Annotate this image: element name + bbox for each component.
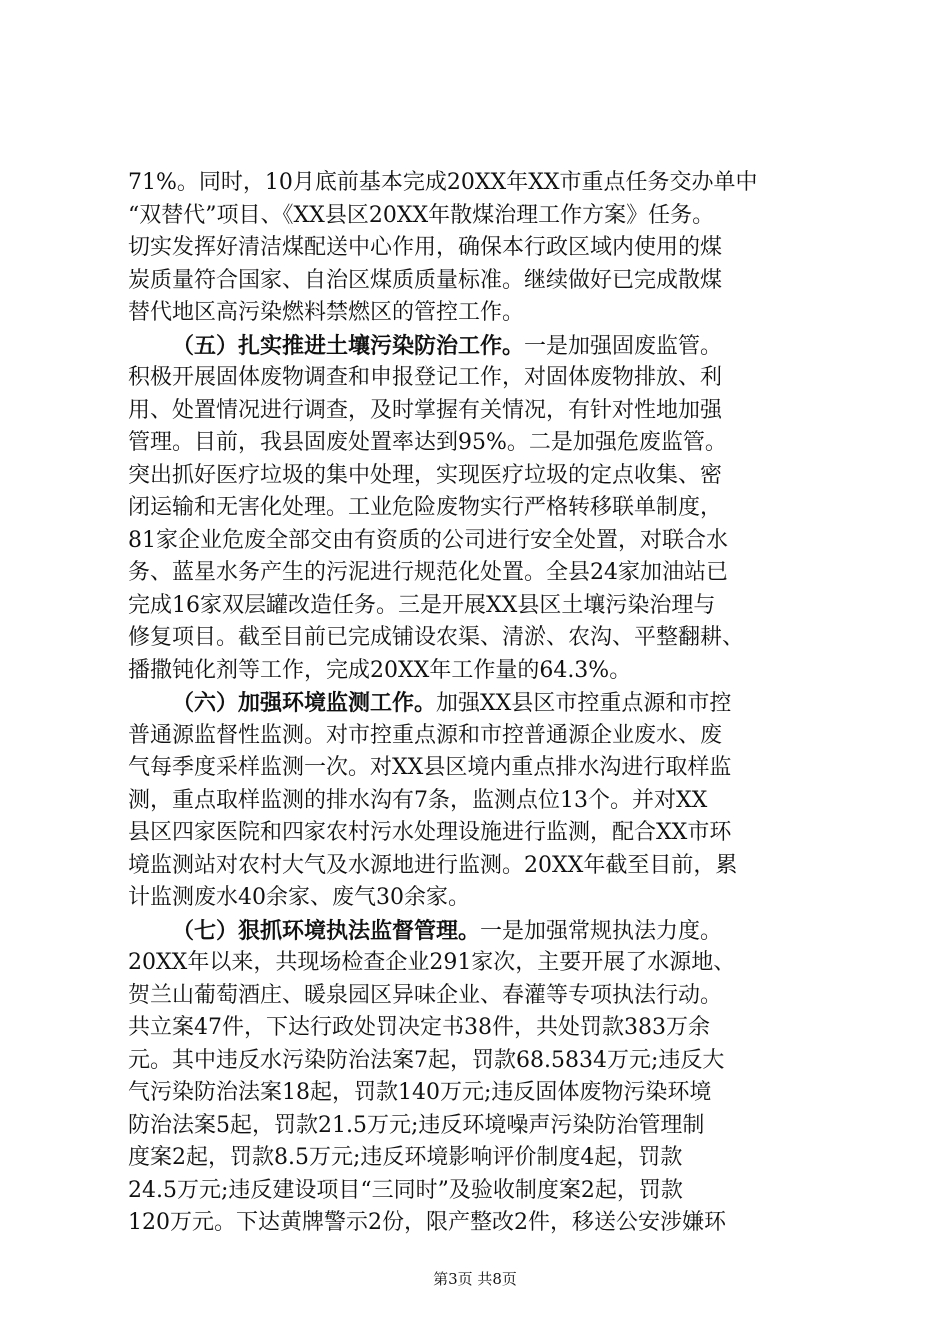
paragraph-soil-pollution xyxy=(128,330,828,688)
text-line: 境监测站对农村大气及水源地进行监测。20XX年截至目前，累 xyxy=(128,852,738,878)
text-line: 81家企业危废全部交由有资质的公司进行安全处置，对联合水 xyxy=(128,527,728,553)
paragraph-law-enforcement xyxy=(128,915,828,1240)
text-line: 贺兰山葡萄酒庄、暖泉园区异味企业、春灌等专项执法行动。 xyxy=(128,982,723,1008)
text-line: 管理。目前，我县固废处置率达到95%。二是加强危废监管。 xyxy=(128,430,727,455)
text-line: 20XX年以来，共现场检查企业291家次，主要开展了水源地、 xyxy=(128,950,736,975)
text-line: 炭质量符合国家、自治区煤质质量标准。继续做好已完成散煤 xyxy=(128,267,723,293)
text-line: 120万元。下达黄牌警示2份，限产整改2件，移送公安涉嫌环 xyxy=(128,1210,726,1235)
text-span: 一是加强固废监管。 xyxy=(524,333,723,359)
text-line: 突出抓好医疗垃圾的集中处理，实现医疗垃圾的定点收集、密 xyxy=(128,462,723,488)
text-span: 一是加强常规执法力度。 xyxy=(480,918,723,944)
text-line: 完成16家双层罐改造任务。三是开展XX县区土壤污染治理与 xyxy=(128,592,716,618)
text-line: 度案2起，罚款8.5万元;违反环境影响评价制度4起，罚款 xyxy=(128,1145,683,1170)
text-line: 积极开展固体废物调查和申报登记工作，对固体废物排放、利 xyxy=(128,365,723,390)
text-line: 播撒钝化剂等工作，完成20XX年工作量的64.3%。 xyxy=(128,657,632,683)
text-line: 24.5万元;违反建设项目“三同时”及验收制度案2起，罚款 xyxy=(128,1177,683,1203)
text-line: 替代地区高污染燃料禁燃区的管控工作。 xyxy=(128,300,525,325)
section-heading: （五）扎实推进土壤污染防治工作。 xyxy=(172,332,525,359)
text-line: 防治法案5起，罚款21.5万元;违反环境噪声污染防治管理制 xyxy=(128,1112,705,1138)
text-line: 气污染防治法案18起，罚款140万元;违反固体废物污染环境 xyxy=(128,1080,712,1105)
page-number-footer: 第3页 共8页 xyxy=(433,1270,517,1288)
text-line: 普通源监督性监测。对市控重点源和市控普通源企业废水、废 xyxy=(128,722,723,748)
text-line xyxy=(128,687,828,720)
section-heading: （六）加强环境监测工作。 xyxy=(172,690,437,716)
paragraph-environment-monitoring xyxy=(128,687,828,915)
paragraph-coal-continuation xyxy=(128,167,828,330)
text-line: 71%。同时，10月底前基本完成20XX年XX市重点任务交办单中 xyxy=(128,170,758,195)
text-line: 元。其中违反水污染防治法案7起，罚款68.5834万元;违反大 xyxy=(128,1047,725,1073)
text-line: 共立案47件，下达行政处罚决定书38件，共处罚款383万余 xyxy=(128,1015,710,1040)
text-line: “双替代”项目、《XX县区20XX年散煤治理工作方案》任务。 xyxy=(128,202,715,228)
text-line: 务、蓝星水务产生的污泥进行规范化处置。全县24家加油站已 xyxy=(128,560,728,585)
text-line xyxy=(128,915,828,948)
text-line: 测，重点取样监测的排水沟有7条，监测点位13个。并对XX xyxy=(128,787,708,813)
text-line: 县区四家医院和四家农村污水处理设施进行监测，配合XX市环 xyxy=(128,820,732,845)
text-line: 切实发挥好清洁煤配送中心作用，确保本行政区域内使用的煤 xyxy=(128,235,723,260)
section-heading: （七）狠抓环境执法监督管理。 xyxy=(172,917,481,944)
text-line: 计监测废水40余家、废气30余家。 xyxy=(128,885,470,910)
text-line xyxy=(128,330,828,363)
text-span: 加强XX县区市控重点源和市控 xyxy=(436,691,732,716)
text-line: 用、处置情况进行调查，及时掌握有关情况，有针对性地加强 xyxy=(128,397,723,423)
text-line: 闭运输和无害化处理。工业危险废物实行严格转移联单制度， xyxy=(128,495,723,520)
text-line: 气每季度采样监测一次。对XX县区境内重点排水沟进行取样监 xyxy=(128,755,732,780)
document-body xyxy=(128,167,828,1240)
text-line: 修复项目。截至目前已完成铺设农渠、清淤、农沟、平整翻耕、 xyxy=(128,625,745,650)
